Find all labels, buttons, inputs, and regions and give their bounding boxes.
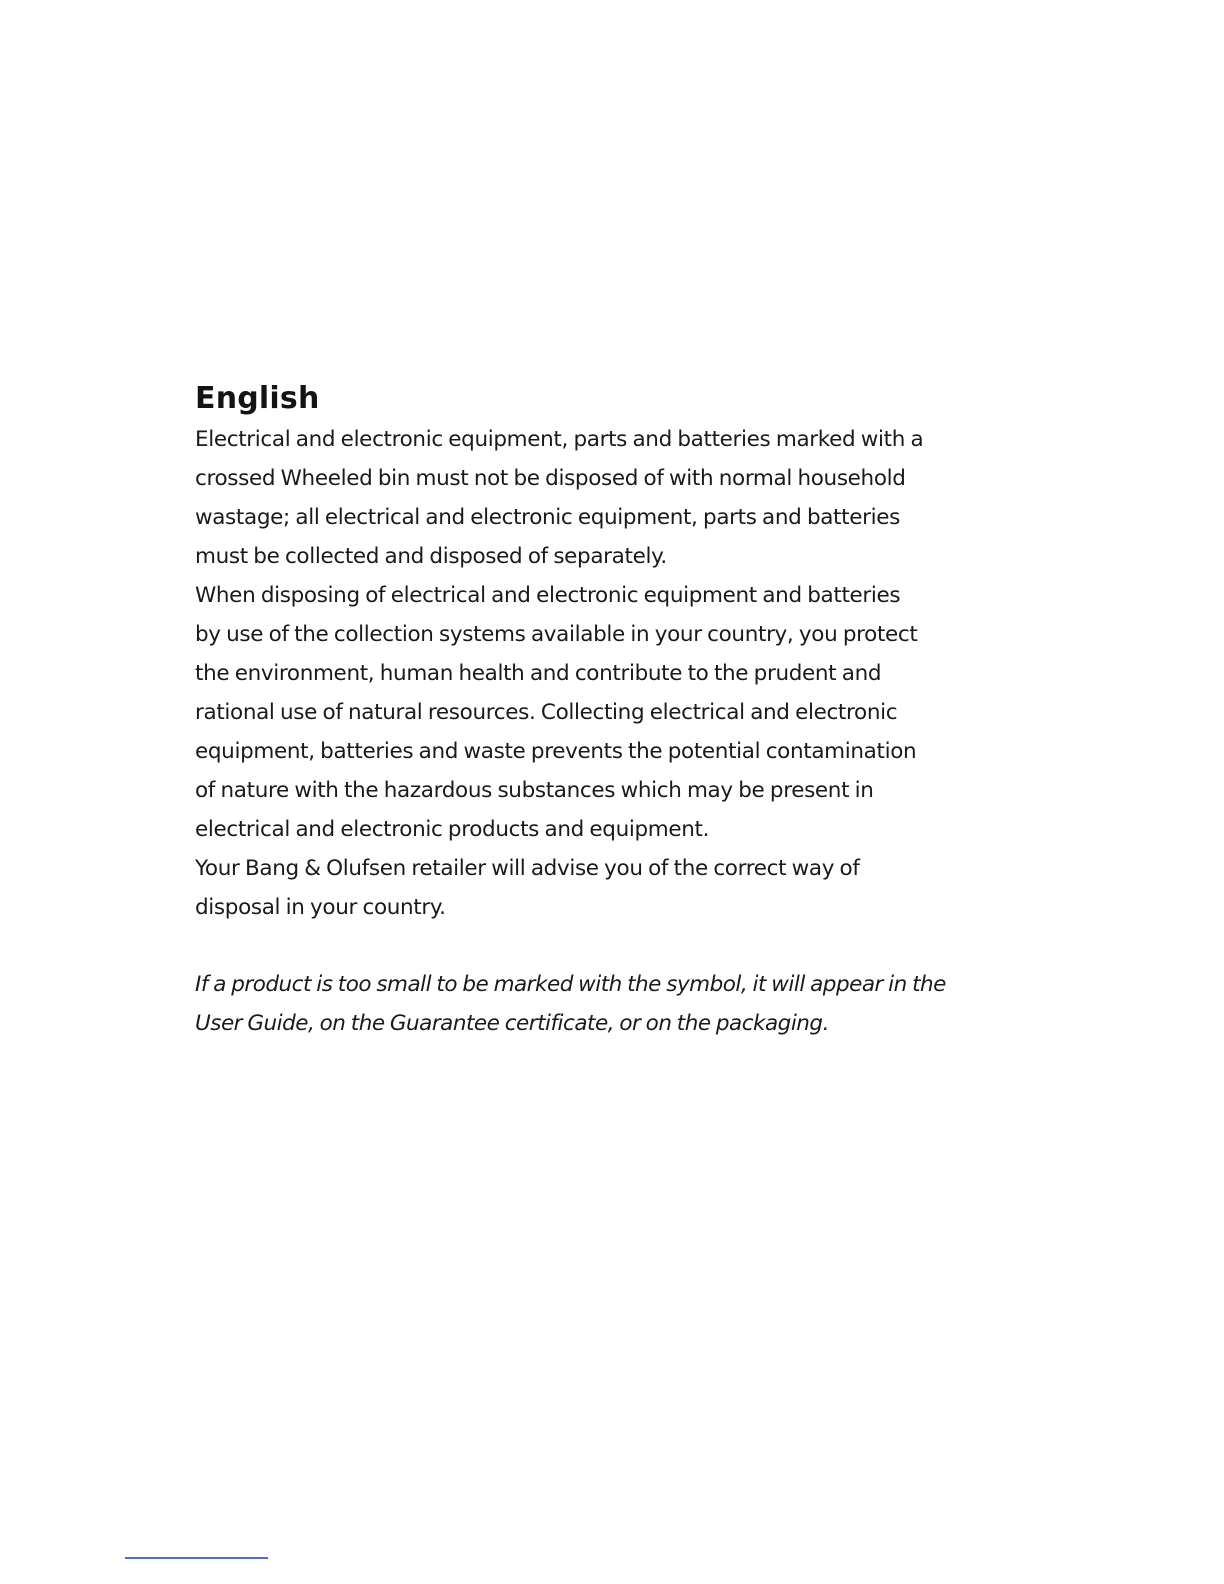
paragraph-line: must be collected and disposed of separately. [195,544,667,569]
paragraph-line: disposal in your country. [195,895,446,920]
note-line: User Guide, on the Guarantee certificate, or on the packaging. [195,1011,829,1036]
language-heading: English [195,381,320,416]
paragraph-line: electrical and electronic products and equipment. [195,817,710,842]
paragraph-line: Electrical and electronic equipment, parts and batteries marked with a [195,427,924,452]
paragraph-line: equipment, batteries and waste prevents the potential contamination [195,739,917,764]
paragraph-line: Your Bang & Olufsen retailer will advise you of the correct way of [195,856,860,881]
paragraph-line: wastage; all electrical and electronic equipment, parts and batteries [195,505,900,530]
paragraph-line: of nature with the hazardous substances which may be present in [195,778,874,803]
disposal-notice [195,378,995,1043]
paragraph-line: When disposing of electrical and electronic equipment and batteries [195,583,901,608]
paragraph-line: crossed Wheeled bin must not be disposed of with normal household [195,466,906,491]
disposal-paragraph [195,420,995,927]
note-line: If a product is too small to be marked with the symbol, it will appear in the [195,972,946,997]
paragraph-line: the environment, human health and contribute to the prudent and [195,661,882,686]
paragraph-line: rational use of natural resources. Collecting electrical and electronic [195,700,898,725]
small-product-note [195,965,995,1043]
footer-rule [125,1557,268,1559]
paragraph-line: by use of the collection systems available in your country, you protect [195,622,918,647]
